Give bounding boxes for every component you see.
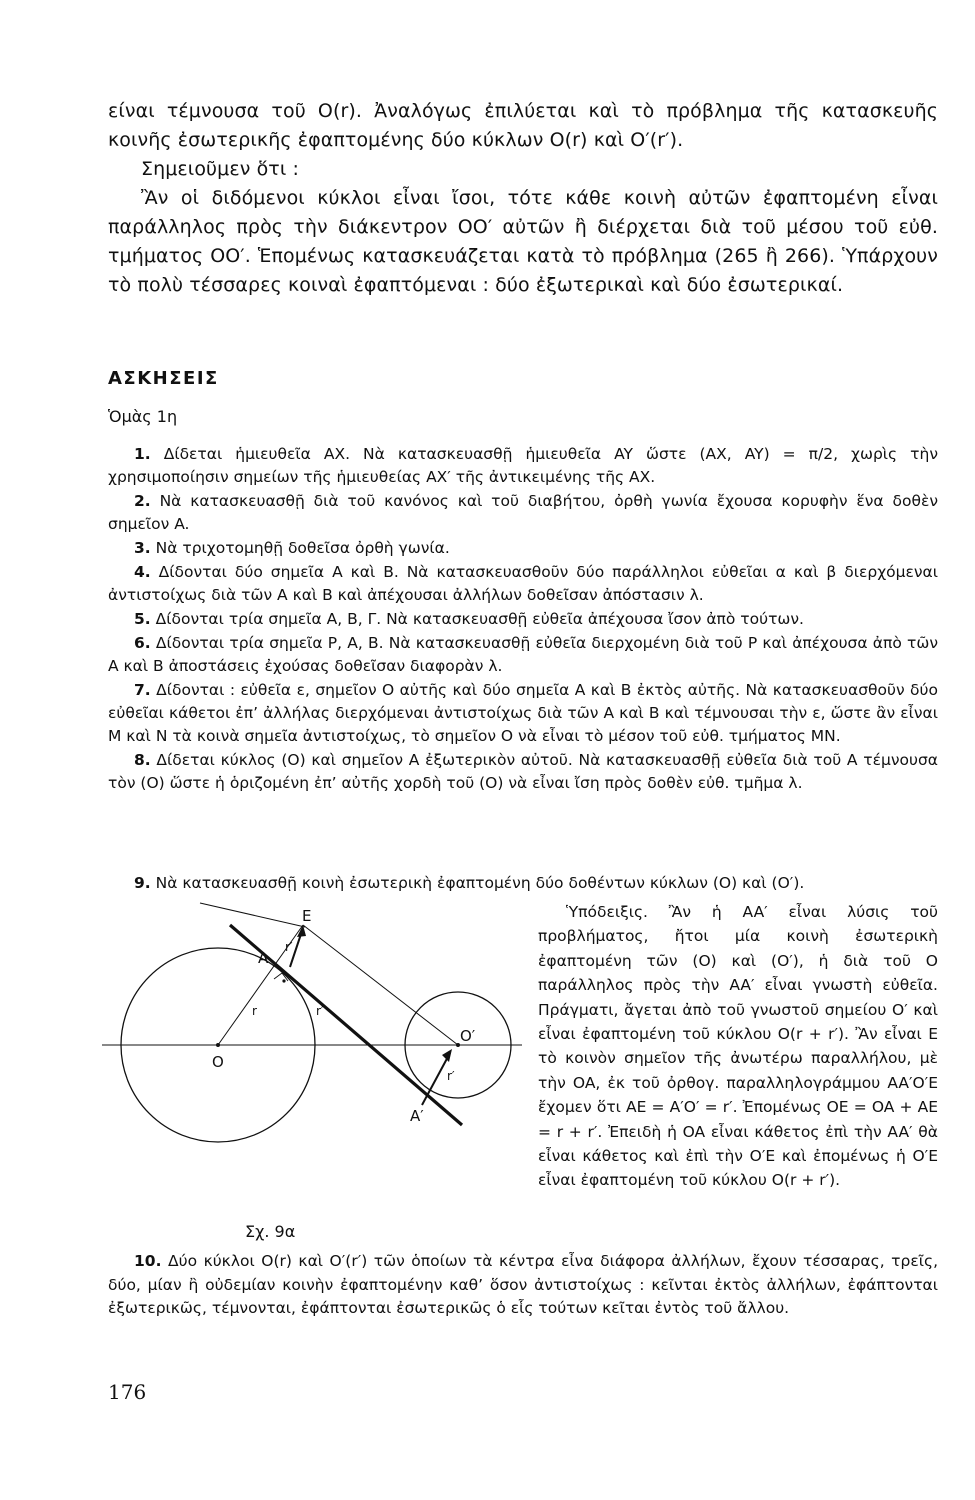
- page-number: 176: [108, 1380, 147, 1404]
- exercise-number: 9.: [134, 874, 151, 892]
- label-r: r: [252, 1004, 257, 1018]
- label-r-prime-bottom: r′: [447, 1069, 455, 1083]
- exercise-text: Δίδεται κύκλος (O) καὶ σημεῖον A ἐξωτερικὸν αὐτοῦ. Νὰ κατασκευασθῇ εὐθεῖα διὰ τοῦ A τέμνουσα τὸν (O) ὥστε ἡ ὁριζομένη ἐπ’ αὐτῆς χορδὴ τοῦ (O) νὰ εἶναι ἴση πρὸς δοθὲν εὐθ. τμῆμα λ.: [108, 751, 938, 792]
- exercise-10: [108, 1250, 938, 1321]
- label-o: O: [212, 1053, 224, 1071]
- exercise-number: 4.: [134, 563, 151, 581]
- hint-text: Ὑπόδειξις. Ἂν ἡ AA′ εἶναι λύσις τοῦ προβλήματος, ἤτοι μία κοινὴ ἐσωτερικὴ ἐφαπτομένη τῶν (O) καὶ (O′), ἡ διὰ τοῦ O παράλληλος πρὸς τὴν AA′ εἶναι γνωστὴ εὐθεῖα. Πράγματι, ἄγεται ἀπὸ τοῦ γνωστοῦ σημείου O′ καὶ εἶναι ἐφαπτομένη τοῦ κύκλου O(r + r′). Ἂν εἶναι E τὸ κοινὸν σημεῖον τῆς ἀνωτέρω παραλλήλου, μὲ τὴν OA, ἐκ τοῦ ὀρθογ. παραλληλογράμμου AA′O′E ἔχομεν ὅτι AE = A′O′ = r′. Ἐπομένως OE = OA + AE = r + r′. Ἐπειδὴ ἡ OA εἶναι κάθετος ἐπὶ τὴν AA′ θὰ εἶναι κάθετος καὶ ἐπὶ τὴν O′E καὶ ἐπομένως ἡ O′E εἶναι ἐφαπτομένη τοῦ κύκλου O(r + r′).: [538, 903, 938, 1190]
- exercise-number: 6.: [134, 634, 151, 652]
- exercise-8: [108, 749, 938, 795]
- exercise-text: Δίδονται : εὐθεῖα ε, σημεῖον O αὐτῆς καὶ δύο σημεῖα A καὶ B ἐκτὸς αὐτῆς. Νὰ κατασκευασθοῦν δύο εὐθεῖαι κάθετοι ἐπ’ ἀλλήλας διερχόμεναι ἀντιστοίχως διὰ τῶν A καὶ B καὶ τέμνουσαι τὴν ε, ὥστε ἂν εἶναι M καὶ N τὰ κοινὰ σημεῖα ἀντιστοίχως, τὸ σημεῖον O νὰ εἶναι τὸ μέσον τοῦ εὐθ. τμήματος MN.: [108, 681, 938, 745]
- intro-paragraph-1: είναι τέμνουσα τοῦ O(r). Ἀναλόγως ἐπιλύεται καὶ τὸ πρόβλημα τῆς κατασκευῆς κοινῆς ἐσωτερικῆς ἐφαπτομένης δύο κύκλων O(r) καὶ O′(r′).: [108, 100, 938, 151]
- exercise-list: [108, 443, 938, 796]
- exercise-text: Δίδονται τρία σημεῖα P, A, B. Νὰ κατασκευασθῇ εὐθεῖα διερχομένη διὰ τοῦ P καὶ ἀπέχουσα ἀπὸ τῶν A καὶ B ἀποστάσεις ἐχούσας δοθεῖσαν διαφορὰν λ.: [108, 634, 938, 675]
- intro-paragraph-3: Ἂν οἱ διδόμενοι κύκλοι εἶναι ἴσοι, τότε κάθε κοινὴ αὐτῶν ἐφαπτομένη εἶναι παράλληλος πρὸς τὴν διάκεντρον OO′ αὐτῶν ἢ διέρχεται διὰ τοῦ μέσου τοῦ εὐθ. τμήματος OO′. Ἑπομένως κατασκευάζεται κατὰ τὸ πρόβλημα (265 ἢ 266). Ὑπάρχουν τὸ πολὺ τέσσαρες κοιναὶ ἐφαπτόμεναι : δύο ἐξωτερικαὶ καὶ δύο ἐσωτερικαί.: [108, 187, 938, 296]
- exercise-1: [108, 443, 938, 489]
- exercise-4: [108, 561, 938, 607]
- exercise-text: Δύο κύκλοι O(r) καὶ O′(r′) τῶν ὁποίων τὰ κέντρα εἶνα διάφορα ἀλλήλων, ἔχουν τέσσαρας, τρεῖς, δύο, μίαν ἢ οὐδεμίαν κοινὴν ἐφαπτομένην καθ’ ὅσον ἀντιστοίχως : κεῖνται ἐκτὸς ἀλλήλων, ἐφάπτονται ἐξωτερικῶς, τέμνονται, ἐφάπτονται ἐσωτερικῶς ὁ εἷς τούτων κεῖται ἐντὸς τοῦ ἄλλου.: [108, 1252, 938, 1317]
- label-r-prime-top: r′: [285, 940, 293, 954]
- group-subheading: Ὁμὰς 1η: [108, 407, 178, 426]
- exercise-number: 7.: [134, 681, 151, 699]
- exercise-number: 3.: [134, 539, 151, 557]
- exercise-2: [108, 490, 938, 536]
- exercise-text: Νὰ κατασκευασθῇ διὰ τοῦ κανόνος καὶ τοῦ διαβήτου, ὀρθὴ γωνία ἔχουσα κορυφὴν ἕνα δοθὲν σημεῖον A.: [108, 492, 938, 533]
- tangent-circles-figure: [90, 895, 530, 1215]
- exercise-5: [108, 608, 938, 631]
- exercise-number: 10.: [134, 1252, 162, 1270]
- exercise-7: [108, 679, 938, 748]
- exercise-3: [108, 537, 938, 560]
- exercise-text: Δίδονται τρία σημεῖα A, B, Γ. Νὰ κατασκευασθῇ εὐθεῖα ἀπέχουσα ἴσον ἀπὸ τούτων.: [155, 610, 804, 628]
- exercise-text: Δίδεται ἡμιευθεῖα AX. Νὰ κατασκευασθῇ ἡμιευθεῖα AY ὥστε (AX, AY) = π/2, χωρὶς τὴν χρησιμοποίησιν σημείων τῆς ἡμιευθείας AX′ τῆς ἀντικειμένης τῆς AX.: [108, 445, 938, 486]
- figure-caption: Σχ. 9α: [245, 1222, 296, 1241]
- exercise-number: 5.: [134, 610, 151, 628]
- intro-section: [108, 97, 938, 300]
- extension-line: [200, 903, 305, 927]
- label-o-prime: O′: [460, 1027, 476, 1045]
- label-r-prime-mid: r′: [316, 1004, 324, 1018]
- exercise-6: [108, 632, 938, 678]
- exercise-text: Νὰ τριχοτομηθῇ δοθεῖσα ὀρθὴ γωνία.: [155, 539, 450, 557]
- intro-paragraph-2: Σημειοῦμεν ὅτι :: [141, 158, 299, 180]
- exercise-text: Νὰ κατασκευασθῇ κοινὴ ἐσωτερικὴ ἐφαπτομένη δύο δοθέντων κύκλων (O) καὶ (O′).: [155, 874, 805, 892]
- point-a: [282, 979, 285, 982]
- exercises-heading: ΑΣΚΗΣΕΙΣ: [108, 368, 219, 389]
- point-o: [216, 1043, 220, 1047]
- exercise-number: 8.: [134, 751, 151, 769]
- line-o-prime-e: [303, 925, 458, 1045]
- label-a-prime: A′: [410, 1107, 424, 1125]
- exercise-9: [108, 872, 938, 895]
- exercise-number: 2.: [134, 492, 151, 510]
- label-a: A: [258, 949, 269, 967]
- label-e: E: [302, 907, 312, 925]
- exercise-number: 1.: [134, 445, 151, 463]
- exercise-text: Δίδονται δύο σημεῖα A καὶ B. Νὰ κατασκευασθοῦν δύο παράλληλοι εὐθεῖαι α καὶ β διερχόμεναι ἀντιστοίχως διὰ τῶν A καὶ B καὶ ἀπέχουσαι ἀλλήλων δοθεῖσαν ἀπόστασιν λ.: [108, 563, 938, 604]
